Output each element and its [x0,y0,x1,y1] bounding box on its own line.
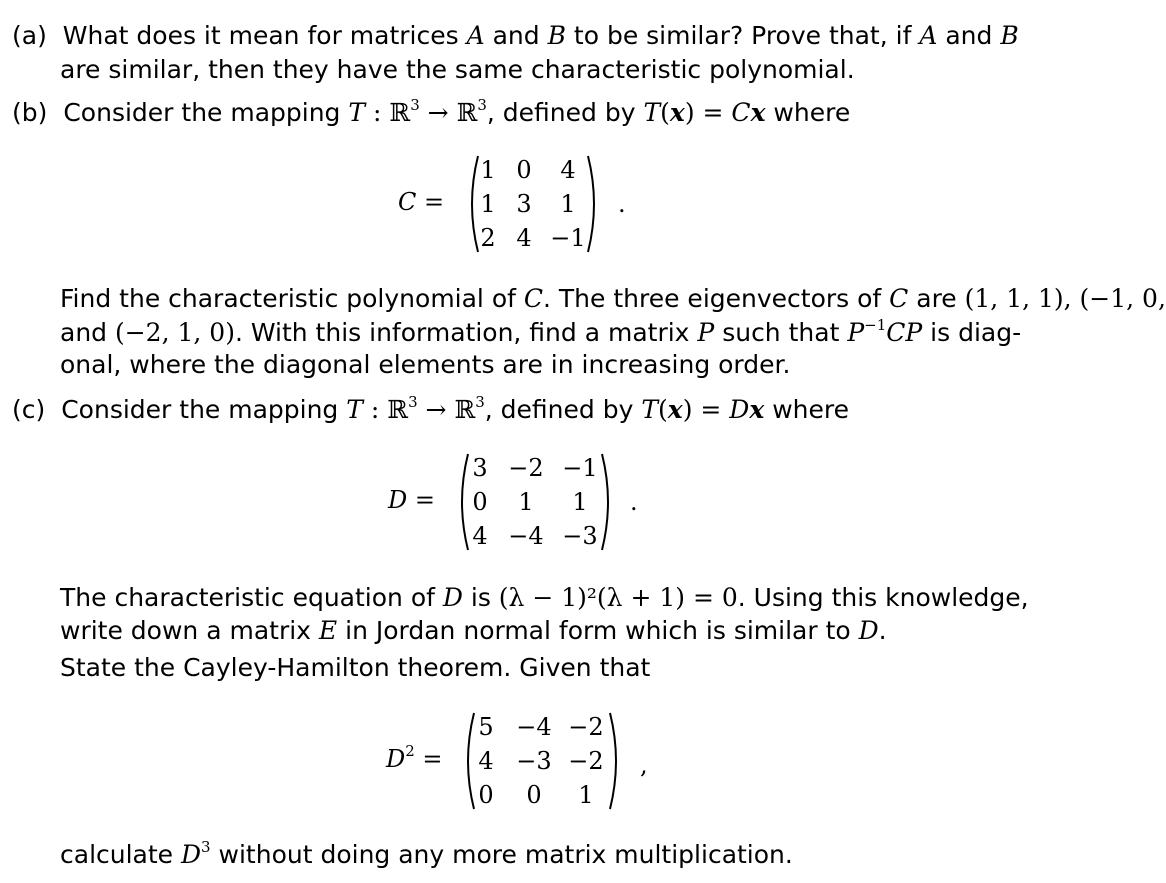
right-paren-icon [608,711,624,811]
matrix-d-label: D = [388,486,435,514]
part-c-cayley-line: State the Cayley-Hamilton theorem. Given that [60,653,651,682]
part-b-find-line-3: onal, where the diagonal elements are in increasing order. [60,350,791,379]
matrix-c-label: C = [398,188,445,216]
matrix-c: C = 1 0 4 1 3 1 2 4 −1 . [398,156,626,252]
part-c-calc-line: calculate $D^3$ without doing any more matrix multiplication. [60,838,793,869]
part-c-char-line-2: write down a matrix E in Jordan normal form which is similar to D. [60,616,887,645]
matrix-d-squared: $D^2$ = 5 −4 −2 4 −3 −2 0 0 1 , [386,713,648,809]
matrix-d: D = 3 −2 −1 0 1 1 4 −4 −3 . [388,454,638,550]
part-b-label: (b) [12,98,48,127]
part-a-line-2: are similar, then they have the same characteristic polynomial. [60,55,855,84]
part-c-line-1: (c) Consider the mapping T : ℝ$^3$ → ℝ$^3$, defined by T(x) = Dx where [12,393,849,424]
matrix-d2-label: $D^2$ = [386,742,443,773]
part-b-line-1: (b) Consider the mapping T : ℝ$^3$ → ℝ$^3$, defined by T(x) = Cx where [12,96,851,127]
part-a-line-1: (a) What does it mean for matrices A and B to be similar? Prove that, if A and B [12,21,1019,50]
part-b-find-line-1: Find the characteristic polynomial of C. The three eigenvectors of C are (1, 1, 1), (−1, 0, [60,284,1166,313]
part-c-char-line-1: The characteristic equation of D is (λ − 1)²(λ + 1) = 0. Using this knowledge, [60,583,1029,612]
right-paren-icon [600,452,616,552]
part-a-label: (a) [12,21,47,50]
right-paren-icon [586,154,602,254]
part-b-find-line-2: and (−2, 1, 0). With this information, find a matrix P such that $P^{-1}CP$ is diag- [60,316,1022,347]
part-c-label: (c) [12,395,46,424]
